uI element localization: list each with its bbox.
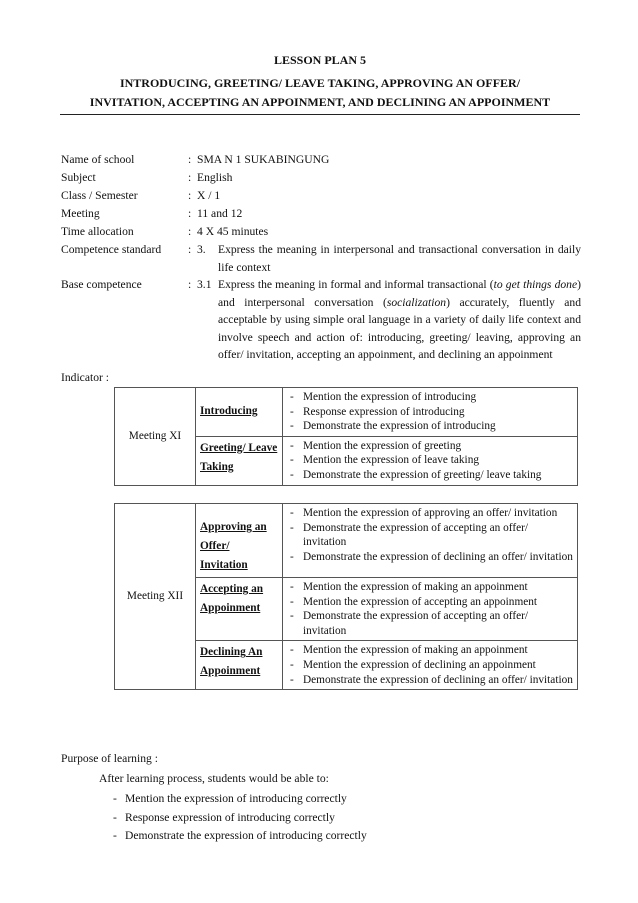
- list-item: - Demonstrate the expression of declining an offer/ invitation: [287, 673, 573, 688]
- competence-text: Express the meaning in interpersonal and transactional conversation in daily life context: [218, 243, 581, 274]
- list-item: - Mention the expression of making an appoinment: [287, 580, 573, 595]
- base-text-part: ) and interpersonal conversation (: [218, 278, 581, 309]
- indicator-points: [287, 390, 573, 434]
- points-cell: [283, 578, 578, 641]
- table-row: [115, 504, 578, 578]
- points-cell: [283, 641, 578, 690]
- info-value: 11 and 12: [197, 207, 243, 220]
- info-value: English: [197, 171, 233, 184]
- info-row-subject: [61, 169, 581, 187]
- meeting-cell: Meeting XII: [115, 504, 196, 690]
- points-cell: [283, 388, 578, 437]
- lesson-plan-topic-line-2: INVITATION, ACCEPTING AN APPOINMENT, AND DECLINING AN APPOINMENT: [89, 95, 551, 109]
- info-value: 4 X 45 minutes: [197, 225, 269, 238]
- base-text-part: Express the meaning in formal and informal transactional (: [218, 278, 494, 291]
- info-label: Name of school: [61, 153, 135, 166]
- list-item: - Mention the expression of introducing: [287, 390, 573, 405]
- info-row-competence: [61, 241, 581, 276]
- purpose-list: [61, 790, 581, 846]
- header-divider: [60, 114, 580, 115]
- purpose-title: Purpose of learning :: [61, 752, 158, 765]
- base-competence-number: 3.1: [197, 278, 212, 291]
- list-item: - Response expression of introducing correctly: [113, 809, 581, 828]
- skill-cell: Greeting/ Leave Taking: [196, 436, 283, 485]
- table-row: [115, 388, 578, 437]
- list-item: - Mention the expression of declining an appoinment: [287, 658, 573, 673]
- indicator-points: [287, 580, 573, 638]
- lesson-info: [61, 151, 581, 364]
- list-item: - Demonstrate the expression of accepting an offer/ invitation: [287, 609, 573, 638]
- base-text-italic: socialization: [386, 295, 447, 309]
- indicator-points: [287, 643, 573, 687]
- base-competence-text: [218, 276, 581, 364]
- list-item: - Mention the expression of leave taking: [287, 453, 573, 468]
- indicator-label: Indicator :: [61, 371, 109, 384]
- info-row-school: [61, 151, 581, 169]
- list-item: - Demonstrate the expression of introducing correctly: [113, 827, 581, 846]
- base-text-italic: to get things done: [493, 278, 578, 291]
- info-value: X / 1: [197, 189, 221, 202]
- indicator-points: [287, 439, 573, 483]
- base-text-part: ) accurately, fluently and acceptable by using simple oral language in a variety of daily life context and involve speech and action of: introducing, greeting/ leaving, approving an offer/ invitation, accepting an appoinment, and declining an appoinment: [218, 295, 581, 361]
- points-cell: [283, 436, 578, 485]
- info-label: Competence standard: [61, 243, 162, 256]
- list-item: - Demonstrate the expression of introducing: [287, 419, 573, 434]
- list-item: - Mention the expression of introducing correctly: [113, 790, 581, 809]
- info-row-meeting: [61, 205, 581, 223]
- list-item: - Mention the expression of accepting an appoinment: [287, 595, 573, 610]
- list-item: - Demonstrate the expression of greeting/ leave taking: [287, 468, 573, 483]
- info-value: [197, 276, 581, 364]
- info-row-class: [61, 187, 581, 205]
- purpose-of-learning: [61, 750, 581, 846]
- skill-cell: Accepting an Appoinment: [196, 578, 283, 641]
- list-item: - Demonstrate the expression of declining an offer/ invitation: [287, 550, 573, 565]
- list-item: - Mention the expression of greeting: [287, 439, 573, 454]
- purpose-intro: After learning process, students would be able to:: [99, 772, 329, 785]
- list-item: - Response expression of introducing: [287, 405, 573, 420]
- info-label: Class / Semester: [61, 189, 138, 202]
- info-colon: :: [188, 153, 192, 166]
- info-label: Time allocation: [61, 225, 134, 238]
- competence-number: 3.: [197, 243, 206, 256]
- indicator-table-meeting-xi: [114, 387, 578, 486]
- points-cell: [283, 504, 578, 578]
- skill-cell: Introducing: [196, 388, 283, 437]
- info-value: [197, 241, 581, 276]
- indicator-points: [287, 506, 573, 564]
- info-colon: :: [188, 243, 192, 256]
- indicator-table-meeting-xii: [114, 503, 578, 690]
- list-item: - Demonstrate the expression of accepting an offer/ invitation: [287, 521, 573, 550]
- info-colon: :: [188, 278, 192, 291]
- info-colon: :: [188, 189, 192, 202]
- info-label: Meeting: [61, 207, 100, 220]
- info-label: Subject: [61, 171, 96, 184]
- lesson-plan-topic-line-1: INTRODUCING, GREETING/ LEAVE TAKING, APPROVING AN OFFER/: [119, 76, 521, 90]
- info-row-time: [61, 223, 581, 241]
- info-colon: :: [188, 171, 192, 184]
- list-item: - Mention the expression of approving an offer/ invitation: [287, 506, 573, 521]
- info-colon: :: [188, 207, 192, 220]
- lesson-plan-title: LESSON PLAN 5: [273, 53, 367, 67]
- list-item: - Mention the expression of making an appoinment: [287, 643, 573, 658]
- meeting-cell: Meeting XI: [115, 388, 196, 486]
- info-value: SMA N 1 SUKABINGUNG: [197, 153, 330, 166]
- info-colon: :: [188, 225, 192, 238]
- info-label: Base competence: [61, 278, 142, 291]
- skill-cell: Approving an Offer/ Invitation: [196, 504, 283, 578]
- info-row-base-competence: [61, 276, 581, 364]
- skill-cell: Declining An Appoinment: [196, 641, 283, 690]
